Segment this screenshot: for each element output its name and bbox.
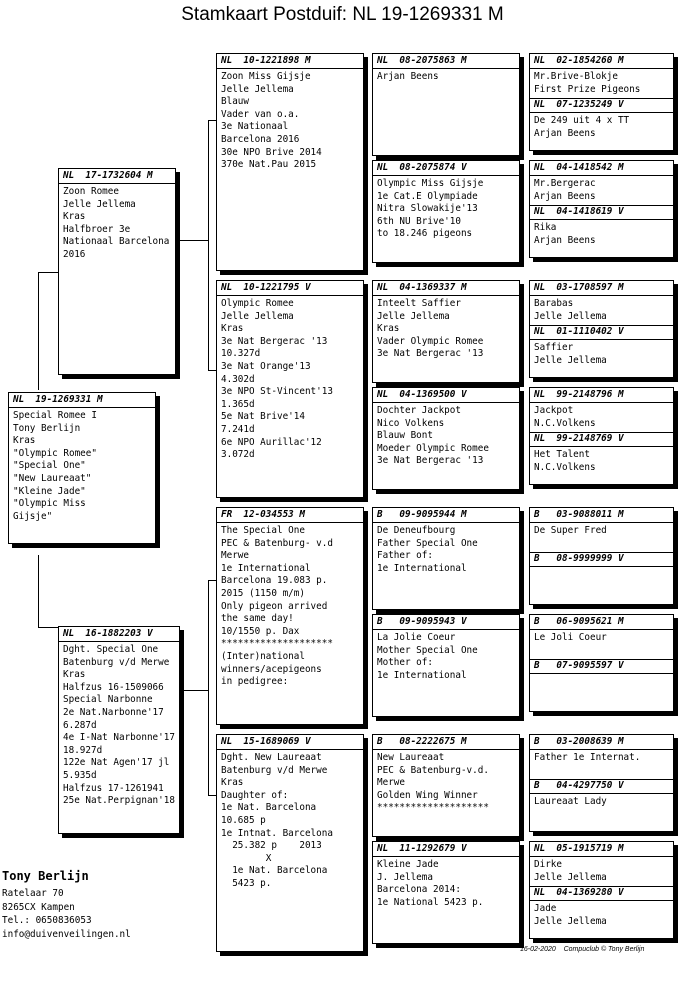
pigeon-info-line: Dght. New Laureaat	[221, 752, 322, 763]
pigeon-info-line: 3e NPO St-Vincent'13	[221, 386, 333, 398]
pigeon-info-line: "Olympic Romee"	[13, 447, 97, 459]
pigeon-info-line: Mother Special One	[377, 644, 478, 656]
pigeon-info-line: X	[221, 852, 272, 864]
pigeon-pair-card	[529, 160, 674, 258]
spacer	[534, 645, 669, 658]
pigeon-info-line: De Deneufbourg	[377, 525, 456, 536]
pigeon-info-line: in pedigree:	[221, 676, 289, 688]
pigeon-info-line: Dirke	[534, 859, 562, 870]
pigeon-info-line: Jelle Jellema	[221, 310, 294, 322]
pigeon-card-mff	[372, 507, 520, 610]
pigeon-info-line: Halfzus 17-1261941	[63, 782, 164, 794]
pigeon-info-line: 1e Nat. Barcelona	[221, 865, 328, 877]
ring-number: NL 04-1369280 V	[530, 886, 673, 901]
pigeon-info-line: Olympic Miss Gijsje	[377, 178, 484, 189]
pigeon-info-line: (Inter)national	[221, 650, 305, 662]
pigeon-info-line: Special Romee I	[13, 410, 97, 421]
pigeon-info-line: Batenburg v/d Merwe	[63, 656, 170, 668]
pigeon-info-line: De Super Fred	[534, 525, 607, 536]
pigeon-info-line: Nico Volkens	[377, 417, 445, 429]
pigeon-info-line: Rika	[534, 222, 557, 234]
ring-number: NL 19-1269331 M	[9, 394, 155, 408]
ring-number: NL 10-1221795 V	[217, 282, 363, 296]
pigeon-info-line: Het Talent	[534, 449, 590, 461]
pigeon-info-line: 7.241d	[221, 423, 255, 435]
pigeon-info-line: Jelle Jellema	[534, 354, 607, 366]
pigeon-info-line: 10.327d	[221, 348, 261, 360]
ring-number: NL 16-1882203 V	[59, 628, 179, 642]
pigeon-info-line: Inteelt Saffier	[377, 298, 461, 309]
pigeon-info-line: Father of:	[377, 550, 433, 562]
pigeon-info-line: PEC & Batenburg- v.d	[221, 537, 333, 549]
pigeon-info-line: 4e I-Nat Narbonne'17	[63, 732, 175, 744]
pigeon-info-line: 10/1550 p. Dax	[221, 625, 300, 637]
pigeon-info-line: Zoon Miss Gijsje	[221, 71, 311, 82]
pigeon-info-line: Olympic Romee	[221, 298, 294, 309]
pigeon-info-line: Jackpot	[534, 405, 574, 416]
pigeon-info-line: 1e International	[221, 562, 311, 574]
pigeon-info-line: Barcelona 2014:	[377, 884, 461, 896]
pigeon-info-line: 2016	[63, 248, 86, 260]
pigeon-info-line: 2015 (1150 m/m)	[221, 587, 305, 599]
pigeon-info-line: Merwe	[221, 550, 249, 562]
pigeon-info-line: Kras	[63, 669, 86, 681]
ring-number: NL 05-1915719 M	[530, 843, 673, 857]
pigeon-info-line: the same day!	[221, 613, 294, 625]
pigeon-info-line: Special Narbonne	[63, 694, 153, 706]
pigeon-info-line: 6e NPO Aurillac'12	[221, 436, 322, 448]
pigeon-info-line: Jelle Jellema	[534, 871, 607, 883]
pigeon-info-line: "Olympic Miss	[13, 498, 86, 510]
pigeon-info-line: 30e NPO Brive 2014	[221, 146, 322, 158]
pigeon-card-ff	[216, 53, 364, 271]
ring-number: NL 17-1732604 M	[59, 170, 175, 184]
pigeon-info-line: Mother of:	[377, 657, 433, 669]
owner-name: Tony Berlijn	[2, 869, 89, 883]
ring-number: NL 08-2075874 V	[373, 162, 519, 176]
pigeon-info-line: 370e Nat.Pau 2015	[221, 159, 317, 171]
pigeon-info-line: Jade	[534, 903, 557, 915]
pigeon-info-line: 1.365d	[221, 398, 255, 410]
spacer	[534, 538, 669, 551]
ring-number: B 07-9095597 V	[530, 659, 673, 674]
pigeon-info-line: Arjan Beens	[534, 127, 596, 139]
pigeon-info-line: 1e Cat.E Olympiade	[377, 190, 478, 202]
ring-number: NL 07-1235249 V	[530, 98, 673, 113]
ring-number: B 08-2222675 M	[373, 736, 519, 750]
pigeon-info-line: Saffier	[534, 342, 574, 354]
pigeon-info-line: Kleine Jade	[377, 859, 439, 870]
pigeon-card-mf	[216, 507, 364, 725]
owner-phone: Tel.: 0650836053	[2, 915, 92, 926]
owner-address: Ratelaar 70	[2, 888, 64, 899]
pigeon-info-line: 1e International	[377, 669, 467, 681]
ring-number: B 03-2008639 M	[530, 736, 673, 750]
pigeon-info-line: Mr.Bergerac	[534, 178, 596, 189]
pigeon-info-line: Barcelona 2016	[221, 133, 300, 145]
pigeon-info-line: Dght. Special One	[63, 644, 159, 655]
pigeon-info-line: Mr.Brive-Blokje	[534, 71, 618, 82]
pigeon-pair-card	[529, 53, 674, 151]
pigeon-info-line: 6.287d	[63, 719, 97, 731]
ring-number: NL 15-1689069 V	[217, 736, 363, 750]
pigeon-info-line: Tony Berlijn	[13, 422, 81, 434]
pigeon-info-line: La Jolie Coeur	[377, 632, 456, 643]
pigeon-info-line: Nitra Slowakije'13	[377, 203, 478, 215]
pigeon-info-line: 122e Nat Agen'17 jl	[63, 757, 170, 769]
ring-number: NL 08-2075863 M	[373, 55, 519, 69]
connector	[176, 240, 208, 241]
pigeon-info-line: Batenburg v/d Merwe	[221, 764, 328, 776]
ring-number: B 03-9088011 M	[530, 509, 673, 523]
connector	[208, 120, 209, 370]
ring-number: NL 10-1221898 M	[217, 55, 363, 69]
ring-number: NL 02-1854260 M	[530, 55, 673, 69]
connector	[38, 272, 39, 390]
pigeon-pair-card	[529, 387, 674, 485]
pigeon-card-mmf	[372, 734, 520, 837]
pigeon-info-line: Halfbroer 3e	[63, 223, 131, 235]
pigeon-info-line: 5423 p.	[221, 877, 272, 889]
pigeon-info-line: 25.382 p 2013	[221, 840, 322, 852]
pigeon-info-line: 1e Nat. Barcelona	[221, 802, 317, 814]
pigeon-pair-card	[529, 614, 674, 712]
pigeon-info-line: Kras	[221, 323, 244, 335]
pigeon-info-line: Merwe	[377, 777, 405, 789]
ring-number: B 06-9095621 M	[530, 616, 673, 630]
pigeon-info-line: 3.072d	[221, 449, 255, 461]
pigeon-info-line: De 249 uit 4 x TT	[534, 115, 630, 127]
ring-number: NL 04-1418542 M	[530, 162, 673, 176]
pigeon-pair-card	[529, 507, 674, 605]
pigeon-info-line: Jelle Jellema	[63, 198, 136, 210]
pigeon-info-line: Kras	[221, 777, 244, 789]
pigeon-info-line: Nationaal Barcelona	[63, 236, 170, 248]
pigeon-info-line: New Laureaat	[377, 752, 445, 763]
pigeon-info-line: Barabas	[534, 298, 574, 309]
ring-number: B 04-4297750 V	[530, 779, 673, 794]
ring-number: NL 03-1708597 M	[530, 282, 673, 296]
pigeon-info-line: Vader Olympic Romee	[377, 335, 484, 347]
pigeon-info-line: 1e National 5423 p.	[377, 896, 484, 908]
pigeon-info-line: J. Jellema	[377, 871, 433, 883]
pigeon-info-line: Jelle Jellema	[534, 915, 607, 927]
connector	[208, 580, 209, 795]
pigeon-info-line: Jelle Jellema	[534, 310, 607, 322]
pigeon-info-line: The Special One	[221, 525, 305, 536]
connector	[38, 272, 60, 273]
pigeon-info-line: Le Joli Coeur	[534, 632, 607, 643]
pigeon-info-line: Jelle Jellema	[377, 310, 450, 322]
pigeon-info-line: Jelle Jellema	[221, 83, 294, 95]
pigeon-info-line: Only pigeon arrived	[221, 600, 328, 612]
pigeon-card-subject	[8, 392, 156, 544]
pigeon-info-line: PEC & Batenburg-v.d.	[377, 764, 489, 776]
pigeon-pair-card	[529, 734, 674, 832]
connector	[38, 627, 60, 628]
ring-number: NL 99-2148796 M	[530, 389, 673, 403]
ring-number: B 09-9095944 M	[373, 509, 519, 523]
pigeon-info-line: 3e Nationaal	[221, 121, 289, 133]
pigeon-info-line: 3e Nat Bergerac '13	[221, 335, 328, 347]
pigeon-info-line: 2e Nat.Narbonne'17	[63, 706, 164, 718]
pigeon-info-line: 18.927d	[63, 744, 103, 756]
footer-credit: 16-02-2020 Compuclub © Tony Berlijn	[520, 946, 645, 953]
pigeon-info-line: Father 1e Internat.	[534, 752, 641, 763]
ring-number: FR 12-034553 M	[217, 509, 363, 523]
pigeon-card-fmm	[372, 387, 520, 490]
pigeon-info-line: Gijsje"	[13, 510, 53, 522]
pigeon-info-line: 4.302d	[221, 373, 255, 385]
page-title: Stamkaart Postduif: NL 19-1269331 M	[181, 4, 504, 25]
pigeon-card-fff	[372, 53, 520, 156]
pigeon-info-line: First Prize Pigeons	[534, 83, 641, 95]
pigeon-info-line: 6th NU Brive'10	[377, 215, 461, 227]
pigeon-info-line: Blauw Bont	[377, 430, 433, 442]
pigeon-info-line: Arjan Beens	[534, 190, 596, 202]
owner-city: 8265CX Kampen	[2, 901, 75, 913]
pigeon-info-line: Daughter of:	[221, 789, 289, 801]
pigeon-pair-card	[529, 280, 674, 378]
owner-email: info@duivenveilingen.nl	[2, 928, 131, 940]
pigeon-info-line: 1e Intnat. Barcelona	[221, 827, 333, 839]
pigeon-info-line: Arjan Beens	[534, 234, 596, 246]
pigeon-info-line: N.C.Volkens	[534, 417, 596, 429]
pigeon-pair-card	[529, 841, 674, 939]
pigeon-info-line: 3e Nat Orange'13	[221, 360, 311, 372]
pigeon-info-line: Father Special One	[377, 537, 478, 549]
connector	[38, 555, 39, 627]
pigeon-info-line: 5e Nat Brive'14	[221, 411, 305, 423]
pigeon-info-line: winners/acepigeons	[221, 663, 322, 675]
ring-number: NL 04-1369337 M	[373, 282, 519, 296]
ring-number: NL 01-1110402 V	[530, 325, 673, 340]
pigeon-info-line: Arjan Beens	[377, 71, 439, 82]
pigeon-info-line: Moeder Olympic Romee	[377, 442, 489, 454]
ring-number: NL 04-1418619 V	[530, 205, 673, 220]
pigeon-card-father	[58, 168, 176, 375]
ring-number: NL 11-1292679 V	[373, 843, 519, 857]
pigeon-info-line: Zoon Romee	[63, 186, 119, 197]
pigeon-info-line: 10.685 p	[221, 814, 266, 826]
pigeon-card-mm	[216, 734, 364, 952]
connector	[208, 370, 216, 371]
pigeon-info-line: "Special One"	[13, 460, 86, 472]
pigeon-info-line: N.C.Volkens	[534, 461, 596, 473]
pigeon-info-line: Blauw	[221, 96, 249, 108]
pigeon-info-line: 5.935d	[63, 769, 97, 781]
ring-number: B 08-9999999 V	[530, 552, 673, 567]
pigeon-info-line: 3e Nat Bergerac '13	[377, 455, 484, 467]
pigeon-card-ffm	[372, 160, 520, 263]
pigeon-card-fm	[216, 280, 364, 498]
connector	[208, 120, 216, 121]
owner-contact	[2, 868, 131, 941]
pigeon-info-line: ********************	[377, 802, 489, 814]
connector	[180, 690, 208, 691]
pigeon-info-line: "New Laureaat"	[13, 472, 92, 484]
ring-number: B 09-9095943 V	[373, 616, 519, 630]
pigeon-info-line: ********************	[221, 638, 333, 650]
pigeon-info-line: 1e International	[377, 562, 467, 574]
pigeon-info-line: 25e Nat.Perpignan'18	[63, 795, 175, 807]
ring-number: NL 99-2148769 V	[530, 432, 673, 447]
pigeon-card-mother	[58, 626, 180, 834]
pigeon-card-mfm	[372, 614, 520, 717]
spacer	[534, 765, 669, 778]
pigeon-info-line: Laureaat Lady	[534, 796, 607, 808]
pigeon-info-line: Golden Wing Winner	[377, 789, 478, 801]
ring-number: NL 04-1369500 V	[373, 389, 519, 403]
pigeon-info-line: to 18.246 pigeons	[377, 228, 473, 240]
connector	[208, 795, 216, 796]
pigeon-info-line: Vader van o.a.	[221, 108, 300, 120]
connector	[208, 580, 216, 581]
pigeon-info-line: Kras	[63, 211, 86, 223]
pigeon-info-line: Kras	[377, 323, 400, 335]
pigeon-info-line: Dochter Jackpot	[377, 405, 461, 416]
pigeon-info-line: Barcelona 19.083 p.	[221, 575, 328, 587]
pigeon-info-line: "Kleine Jade"	[13, 485, 86, 497]
pigeon-card-fmf	[372, 280, 520, 383]
pigeon-info-line: 3e Nat Bergerac '13	[377, 348, 484, 360]
pigeon-info-line: Kras	[13, 435, 36, 447]
pigeon-card-mmm	[372, 841, 520, 944]
pigeon-info-line: Halfzus 16-1509066	[63, 681, 164, 693]
